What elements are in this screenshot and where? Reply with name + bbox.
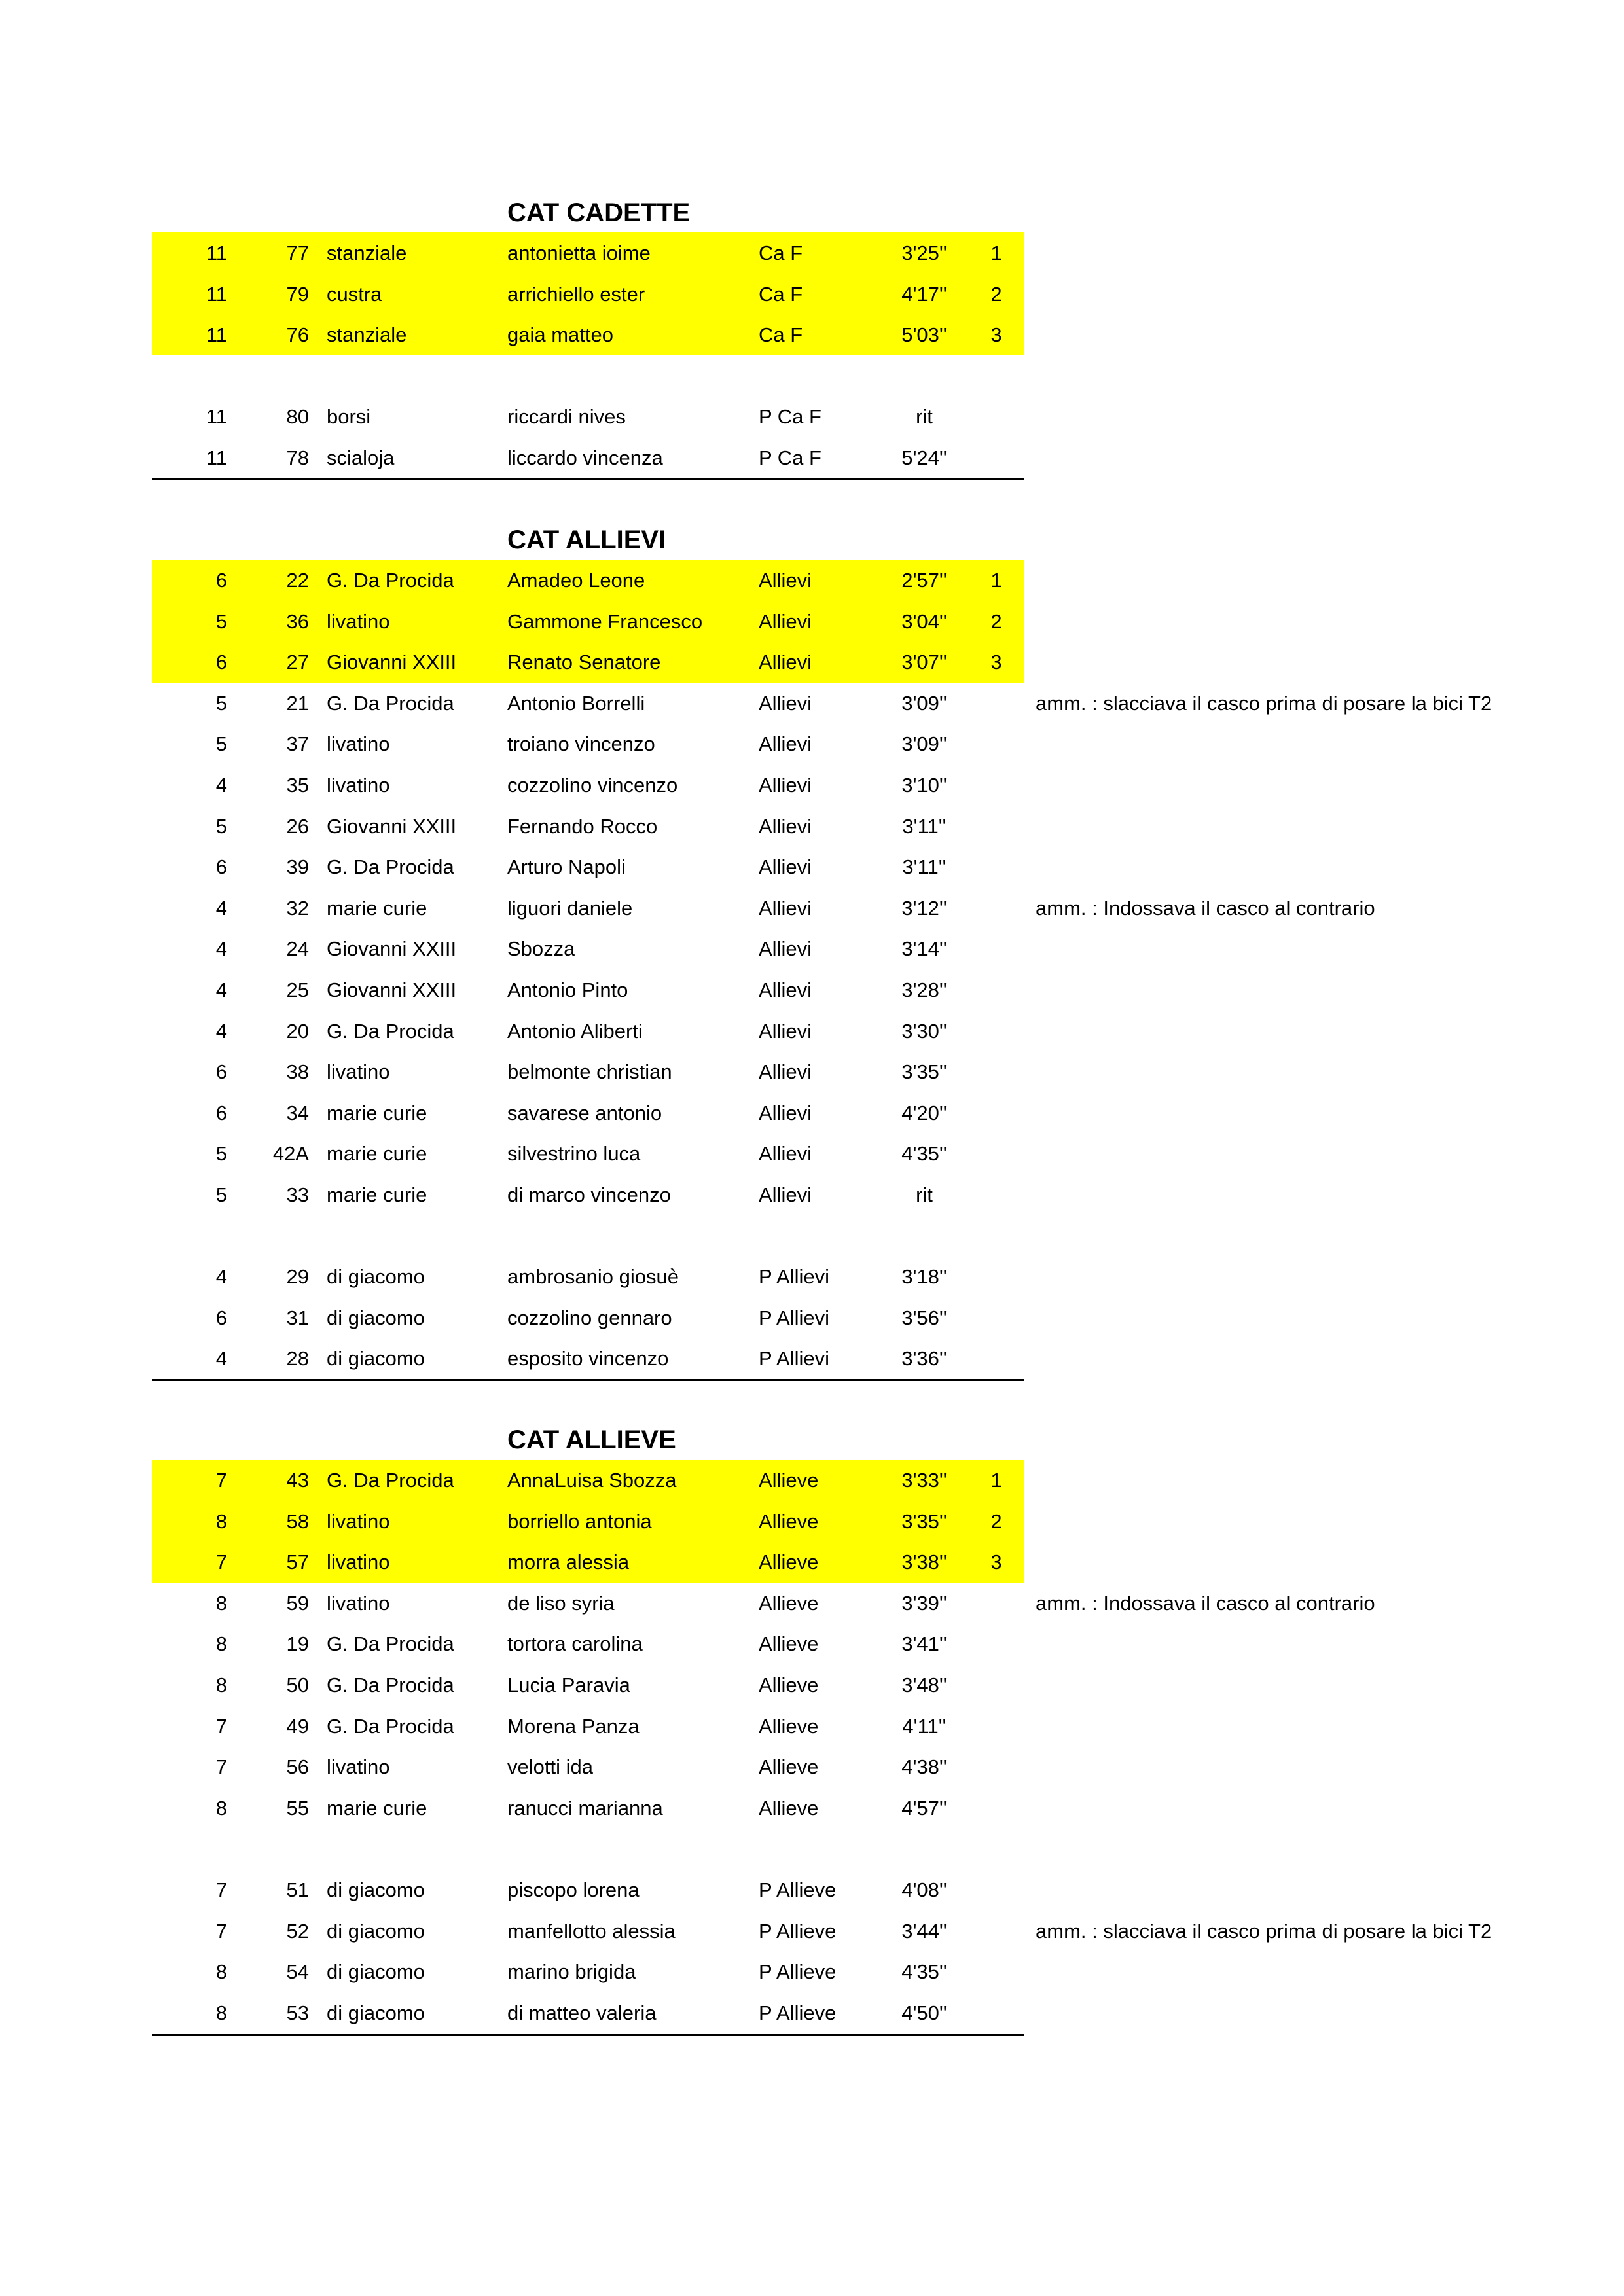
position-cell: 1	[990, 1469, 1002, 1492]
class-cell: 4	[215, 896, 227, 920]
athlete-name-cell: marino brigida	[507, 1960, 636, 1984]
time-cell: 3'04''	[901, 609, 947, 633]
category-cell: Allievi	[759, 732, 812, 756]
bib-number-cell: 53	[286, 2001, 309, 2024]
athlete-name-cell: Sbozza	[507, 937, 575, 961]
class-cell: 8	[215, 1509, 227, 1533]
school-cell: livatino	[327, 609, 390, 633]
class-cell: 4	[215, 1019, 227, 1043]
class-cell: 11	[206, 323, 227, 347]
result-row	[152, 1869, 1024, 1910]
bib-number-cell: 37	[286, 732, 309, 756]
athlete-name-cell: riccardi nives	[507, 405, 626, 429]
note-cell: amm. : slacciava il casco prima di posare la bici T2	[1036, 1919, 1492, 1943]
class-cell: 4	[215, 937, 227, 961]
category-cell: Allievi	[759, 937, 812, 961]
class-cell: 8	[215, 2001, 227, 2024]
athlete-name-cell: cozzolino vincenzo	[507, 774, 678, 797]
class-cell: 5	[215, 814, 227, 838]
athlete-name-cell: di matteo valeria	[507, 2001, 657, 2024]
athlete-name-cell: savarese antonio	[507, 1101, 662, 1124]
athlete-name-cell: silvestrino luca	[507, 1142, 641, 1166]
category-cell: P Allieve	[759, 1960, 837, 1984]
time-cell: 4'57''	[901, 1796, 947, 1820]
class-cell: 6	[215, 1101, 227, 1124]
result-row	[152, 1910, 1492, 1952]
class-cell: 5	[215, 691, 227, 715]
athlete-name-cell: AnnaLuisa Sbozza	[507, 1469, 677, 1492]
bib-number-cell: 35	[286, 774, 309, 797]
podium-row	[152, 314, 1024, 355]
athlete-name-cell: antonietta ioime	[507, 242, 651, 264]
class-cell: 4	[215, 774, 227, 797]
athlete-name-cell: de liso syria	[507, 1591, 615, 1615]
category-cell: Allievi	[759, 1183, 812, 1206]
school-cell: borsi	[327, 405, 371, 429]
time-cell: 3'39''	[901, 1591, 947, 1615]
athlete-name-cell: Lucia Paravia	[507, 1674, 630, 1696]
athlete-name-cell: piscopo lorena	[507, 1878, 640, 1901]
school-cell: livatino	[327, 774, 390, 797]
podium-row	[152, 1460, 1024, 1501]
school-cell: G. Da Procida	[327, 1019, 454, 1043]
result-row	[152, 846, 1024, 888]
result-row	[152, 1297, 1024, 1338]
time-cell: 4'20''	[901, 1101, 947, 1124]
school-cell: di giacomo	[327, 1347, 425, 1371]
class-cell: 6	[215, 1306, 227, 1329]
class-cell: 6	[215, 569, 227, 592]
time-cell: 4'50''	[901, 2001, 947, 2024]
result-row	[152, 1092, 1024, 1134]
bib-number-cell: 51	[286, 1878, 309, 1901]
category-cell: Allievi	[759, 651, 812, 674]
time-cell: 4'08''	[901, 1878, 947, 1901]
class-cell: 7	[215, 1755, 227, 1779]
time-cell: 3'48''	[901, 1674, 947, 1696]
class-cell: 8	[215, 1674, 227, 1696]
time-cell: 3'18''	[901, 1265, 947, 1289]
position-cell: 3	[990, 651, 1002, 674]
school-cell: livatino	[327, 1551, 390, 1574]
athlete-name-cell: Morena Panza	[507, 1714, 640, 1738]
school-cell: di giacomo	[327, 1265, 425, 1289]
note-cell: amm. : Indossava il casco al contrario	[1036, 896, 1375, 920]
bib-number-cell: 80	[286, 405, 309, 429]
result-row	[152, 969, 1024, 1011]
category-cell: Allievi	[759, 1019, 812, 1043]
bib-number-cell: 50	[286, 1674, 309, 1696]
category-cell: Ca F	[759, 282, 803, 306]
athlete-name-cell: liccardo vincenza	[507, 446, 663, 469]
school-cell: livatino	[327, 1591, 390, 1615]
time-cell: 3'38''	[901, 1551, 947, 1574]
athlete-name-cell: ranucci marianna	[507, 1796, 663, 1820]
time-cell: 3'33''	[901, 1469, 947, 1492]
category-cell: Allievi	[759, 896, 812, 920]
school-cell: Giovanni XXIII	[327, 651, 457, 674]
category-cell: Ca F	[759, 323, 803, 347]
time-cell: rit	[916, 1183, 933, 1206]
athlete-name-cell: Arturo Napoli	[507, 855, 626, 879]
school-cell: Giovanni XXIII	[327, 978, 457, 1001]
bib-number-cell: 31	[286, 1306, 309, 1329]
category-cell: Allievi	[759, 1060, 812, 1084]
bib-number-cell: 59	[286, 1591, 309, 1615]
result-row	[152, 764, 1024, 806]
podium-row	[152, 1541, 1024, 1583]
result-row	[152, 928, 1024, 969]
category-cell: Ca F	[759, 242, 803, 264]
class-cell: 5	[215, 609, 227, 633]
class-cell: 4	[215, 1347, 227, 1371]
time-cell: 3'41''	[901, 1632, 947, 1656]
category-cell: P Ca F	[759, 446, 821, 469]
podium-row	[152, 560, 1024, 601]
school-cell: Giovanni XXIII	[327, 937, 457, 961]
time-cell: 3'10''	[901, 774, 947, 797]
bib-number-cell: 38	[286, 1060, 309, 1084]
category-cell: P Allievi	[759, 1347, 829, 1371]
position-cell: 2	[990, 1509, 1002, 1533]
class-cell: 11	[206, 405, 227, 429]
athlete-name-cell: esposito vincenzo	[507, 1347, 669, 1371]
athlete-name-cell: troiano vincenzo	[507, 732, 655, 756]
result-row	[152, 1706, 1024, 1747]
category-cell: Allievi	[759, 569, 812, 592]
time-cell: 3'28''	[901, 978, 947, 1001]
bib-number-cell: 29	[286, 1265, 309, 1289]
bib-number-cell: 34	[286, 1101, 309, 1124]
bib-number-cell: 52	[286, 1919, 309, 1943]
time-cell: 3'12''	[901, 896, 947, 920]
school-cell: marie curie	[327, 1101, 427, 1124]
time-cell: 5'24''	[901, 446, 947, 469]
category-cell: Allievi	[759, 691, 812, 715]
time-cell: 3'36''	[901, 1347, 947, 1371]
athlete-name-cell: cozzolino gennaro	[507, 1306, 672, 1329]
podium-row	[152, 232, 1024, 274]
class-cell: 7	[215, 1714, 227, 1738]
time-cell: 3'44''	[901, 1919, 947, 1943]
category-cell: Allieve	[759, 1714, 819, 1738]
result-row	[152, 1011, 1024, 1052]
time-cell: 3'11''	[902, 855, 947, 879]
category-cell: P Allievi	[759, 1306, 829, 1329]
result-row	[152, 1664, 1024, 1706]
class-cell: 6	[215, 1060, 227, 1084]
athlete-name-cell: Antonio Aliberti	[507, 1019, 643, 1043]
athlete-name-cell: belmonte christian	[507, 1060, 672, 1084]
bib-number-cell: 54	[286, 1960, 309, 1984]
athlete-name-cell: ambrosanio giosuè	[507, 1265, 679, 1289]
result-row	[152, 1746, 1024, 1787]
class-cell: 6	[215, 855, 227, 879]
school-cell: stanziale	[327, 242, 407, 264]
school-cell: di giacomo	[327, 1960, 425, 1984]
category-cell: P Allieve	[759, 2001, 837, 2024]
school-cell: marie curie	[327, 896, 427, 920]
athlete-name-cell: gaia matteo	[507, 323, 613, 347]
time-cell: 3'25''	[901, 242, 947, 264]
bib-number-cell: 27	[286, 651, 309, 674]
school-cell: G. Da Procida	[327, 1714, 454, 1738]
bib-number-cell: 56	[286, 1755, 309, 1779]
time-cell: 3'14''	[901, 937, 947, 961]
bib-number-cell: 58	[286, 1509, 309, 1533]
bib-number-cell: 25	[286, 978, 309, 1001]
category-cell: Allieve	[759, 1796, 819, 1820]
athlete-name-cell: Antonio Borrelli	[507, 691, 645, 715]
time-cell: 3'56''	[901, 1306, 947, 1329]
result-row	[152, 1623, 1024, 1664]
time-cell: 4'17''	[901, 282, 947, 306]
time-cell: 3'09''	[901, 732, 947, 756]
category-cell: Allievi	[759, 855, 812, 879]
time-cell: 4'35''	[901, 1960, 947, 1984]
school-cell: G. Da Procida	[327, 691, 454, 715]
result-row	[152, 1051, 1024, 1092]
bib-number-cell: 24	[286, 937, 309, 961]
school-cell: livatino	[327, 1060, 390, 1084]
school-cell: di giacomo	[327, 1878, 425, 1901]
category-cell: Allieve	[759, 1632, 819, 1656]
podium-row	[152, 1501, 1024, 1542]
category-cell: Allievi	[759, 774, 812, 797]
class-cell: 7	[215, 1919, 227, 1943]
result-row	[152, 723, 1024, 764]
class-cell: 8	[215, 1796, 227, 1820]
result-row	[152, 806, 1024, 847]
category-cell: Allieve	[759, 1755, 819, 1779]
class-cell: 7	[215, 1469, 227, 1492]
position-cell: 3	[990, 323, 1002, 347]
school-cell: G. Da Procida	[327, 1674, 454, 1696]
school-cell: marie curie	[327, 1142, 427, 1166]
time-cell: 3'07''	[901, 651, 947, 674]
bib-number-cell: 19	[286, 1632, 309, 1656]
bib-number-cell: 76	[286, 323, 309, 347]
category-cell: P Ca F	[759, 405, 821, 429]
time-cell: rit	[916, 405, 933, 429]
athlete-name-cell: Gammone Francesco	[507, 609, 703, 633]
position-cell: 1	[990, 569, 1002, 592]
bib-number-cell: 22	[286, 569, 309, 592]
result-row	[152, 437, 1024, 480]
athlete-name-cell: arrichiello ester	[507, 282, 645, 306]
class-cell: 5	[215, 1142, 227, 1166]
athlete-name-cell: Renato Senatore	[507, 651, 661, 674]
result-row	[152, 1338, 1024, 1381]
school-cell: di giacomo	[327, 2001, 425, 2024]
class-cell: 11	[206, 242, 227, 264]
class-cell: 7	[215, 1551, 227, 1574]
class-cell: 8	[215, 1632, 227, 1656]
result-row	[152, 1174, 1024, 1215]
bib-number-cell: 78	[286, 446, 309, 469]
school-cell: custra	[327, 282, 382, 306]
class-cell: 7	[215, 1878, 227, 1901]
school-cell: marie curie	[327, 1183, 427, 1206]
result-row	[152, 1787, 1024, 1829]
bib-number-cell: 20	[286, 1019, 309, 1043]
category-cell: Allievi	[759, 1142, 812, 1166]
result-row	[152, 1133, 1024, 1174]
time-cell: 3'30''	[901, 1019, 947, 1043]
category-cell: Allieve	[759, 1674, 819, 1696]
class-cell: 8	[215, 1591, 227, 1615]
time-cell: 2'57''	[901, 569, 947, 592]
bib-number-cell: 49	[286, 1714, 309, 1738]
category-cell: Allieve	[759, 1509, 819, 1533]
section-title: CAT ALLIEVI	[507, 526, 666, 554]
bib-number-cell: 39	[286, 855, 309, 879]
category-cell: Allievi	[759, 609, 812, 633]
school-cell: Giovanni XXIII	[327, 814, 457, 838]
school-cell: livatino	[327, 732, 390, 756]
bib-number-cell: 79	[286, 282, 309, 306]
class-cell: 11	[206, 446, 227, 469]
time-cell: 4'35''	[901, 1142, 947, 1166]
class-cell: 4	[215, 1265, 227, 1289]
result-row	[152, 1992, 1024, 2036]
section-title: CAT ALLIEVE	[507, 1426, 676, 1454]
result-row	[152, 1583, 1375, 1624]
note-cell: amm. : slacciava il casco prima di posare la bici T2	[1036, 691, 1492, 715]
category-cell: P Allieve	[759, 1878, 837, 1901]
class-cell: 4	[215, 978, 227, 1001]
time-cell: 3'11''	[902, 814, 947, 838]
category-cell: P Allieve	[759, 1919, 837, 1943]
school-cell: scialoja	[327, 446, 395, 469]
class-cell: 8	[215, 1960, 227, 1984]
category-cell: Allieve	[759, 1469, 819, 1492]
category-cell: Allievi	[759, 978, 812, 1001]
result-row	[152, 1951, 1024, 1992]
bib-number-cell: 28	[286, 1347, 309, 1371]
school-cell: G. Da Procida	[327, 1632, 454, 1656]
position-cell: 2	[990, 282, 1002, 306]
section-title: CAT CADETTE	[507, 198, 691, 227]
bib-number-cell: 57	[286, 1551, 309, 1574]
class-cell: 6	[215, 651, 227, 674]
time-cell: 3'35''	[901, 1509, 947, 1533]
athlete-name-cell: Amadeo Leone	[507, 569, 645, 592]
podium-row	[152, 601, 1024, 642]
result-row	[152, 888, 1375, 929]
class-cell: 5	[215, 1183, 227, 1206]
athlete-name-cell: tortora carolina	[507, 1632, 643, 1656]
school-cell: livatino	[327, 1755, 390, 1779]
time-cell: 3'09''	[901, 691, 947, 715]
category-cell: Allieve	[759, 1591, 819, 1615]
bib-number-cell: 43	[286, 1469, 309, 1492]
category-cell: Allievi	[759, 1101, 812, 1124]
athlete-name-cell: morra alessia	[507, 1551, 630, 1574]
school-cell: di giacomo	[327, 1306, 425, 1329]
athlete-name-cell: borriello antonia	[507, 1509, 652, 1533]
class-cell: 11	[206, 282, 227, 306]
position-cell: 2	[990, 609, 1002, 633]
position-cell: 1	[990, 242, 1002, 264]
school-cell: livatino	[327, 1509, 390, 1533]
time-cell: 4'38''	[901, 1755, 947, 1779]
category-cell: Allievi	[759, 814, 812, 838]
bib-number-cell: 33	[286, 1183, 309, 1206]
position-cell: 3	[990, 1551, 1002, 1574]
time-cell: 5'03''	[901, 323, 947, 347]
category-cell: Allieve	[759, 1551, 819, 1574]
result-row	[152, 1256, 1024, 1297]
bib-number-cell: 26	[286, 814, 309, 838]
bib-number-cell: 21	[286, 691, 309, 715]
time-cell: 3'35''	[901, 1060, 947, 1084]
podium-row	[152, 274, 1024, 315]
note-cell: amm. : Indossava il casco al contrario	[1036, 1591, 1375, 1615]
bib-number-cell: 77	[286, 242, 309, 264]
result-row	[152, 683, 1492, 724]
time-cell: 4'11''	[902, 1714, 947, 1738]
school-cell: G. Da Procida	[327, 855, 454, 879]
bib-number-cell: 42A	[272, 1142, 309, 1166]
school-cell: stanziale	[327, 323, 407, 347]
athlete-name-cell: liguori daniele	[507, 896, 633, 920]
school-cell: di giacomo	[327, 1919, 425, 1943]
school-cell: G. Da Procida	[327, 1469, 454, 1492]
category-cell: P Allievi	[759, 1265, 829, 1289]
athlete-name-cell: Antonio Pinto	[507, 978, 628, 1001]
athlete-name-cell: velotti ida	[507, 1755, 593, 1779]
athlete-name-cell: manfellotto alessia	[507, 1919, 676, 1943]
result-row	[152, 396, 1024, 437]
bib-number-cell: 36	[286, 609, 309, 633]
school-cell: G. Da Procida	[327, 569, 454, 592]
bib-number-cell: 55	[286, 1796, 309, 1820]
class-cell: 5	[215, 732, 227, 756]
bib-number-cell: 32	[286, 896, 309, 920]
school-cell: marie curie	[327, 1796, 427, 1820]
athlete-name-cell: di marco vincenzo	[507, 1183, 671, 1206]
podium-row	[152, 641, 1024, 683]
athlete-name-cell: Fernando Rocco	[507, 814, 658, 838]
